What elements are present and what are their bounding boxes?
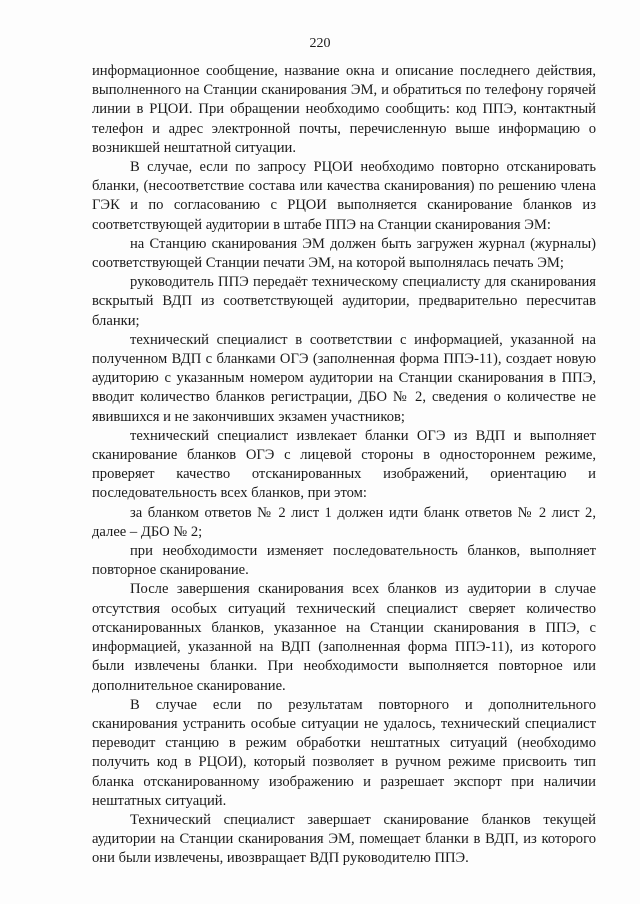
- list-item-reorder: при необходимости изменяет последовательность бланков, выполняет повторное сканирование.: [92, 543, 596, 579]
- list-item-journal: на Станцию сканирования ЭМ должен быть загружен журнал (журналы) соответствующей Станции печати ЭМ, на которой выполнялась печать ЭМ;: [92, 235, 596, 272]
- page-number: 220: [309, 36, 331, 51]
- paragraph-exceptional: В случае если по результатам повторного и дополнительного сканирования устранить особые ситуации не удалось, технический специалист переводит станцию в режим обработки нештатных ситуаций (необходимо получить код в РЦОИ), который позволяет в ручном режиме присвоить тип бланка отсканированному изображению и разрешает экспорт при наличии нештатных ситуаций.: [92, 696, 596, 809]
- document-body: [92, 62, 596, 869]
- paragraph-rescan-intro: В случае, если по запросу РЦОИ необходимо повторно отсканировать бланки, (несоответствие состава или качества сканирования) по решению члена ГЭК и по согласованию с РЦОИ выполняется сканирование бланков из соответствующей аудитории в штабе ППЭ на Станции сканирования ЭМ:: [92, 159, 596, 233]
- list-item-transfer: руководитель ППЭ передаёт техническому специалисту для сканирования вскрытый ВДП из соответствующей аудитории, предварительно пересчитав бланки;: [92, 274, 596, 329]
- paragraph-complete: Технический специалист завершает сканирование бланков текущей аудитории на Станции сканирования ЭМ, помещает бланки в ВДП, из которого они были извлечены, ивозвращает ВДП руководителю ППЭ.: [92, 811, 596, 867]
- list-item-scan: технический специалист извлекает бланки ОГЭ из ВДП и выполняет сканирование бланков ОГЭ с лицевой стороны в одностороннем режиме, проверяет качество отсканированных изображений, ориентацию и последовательность всех бланков, при этом:: [92, 427, 596, 502]
- list-item-create-room: технический специалист в соответствии с информацией, указанной на полученном ВДП с бланками ОГЭ (заполненная форма ППЭ-11), создает новую аудиторию с указанным номером аудитории на Станции сканирования в ППЭ, вводит количество бланков регистрации, ДБО № 2, сведения о количестве не явившихся и не закончивших экзамен участников;: [92, 331, 596, 425]
- list-item-order: за бланком ответов № 2 лист 1 должен идти бланк ответов № 2 лист 2, далее – ДБО № 2;: [92, 504, 596, 540]
- paragraph-continuation: информационное сообщение, название окна и описание последнего действия, выполненного на Станции сканирования ЭМ, и обратиться по телефону горячей линии в РЦОИ. При обращении необходимо сообщить: код ППЭ, контактный телефон и адрес электронной почты, перечисленную выше информацию о возникшей нештатной ситуации.: [92, 63, 596, 156]
- paragraph-after-scan: После завершения сканирования всех бланков из аудитории в случае отсутствия особых ситуаций технический специалист сверяет количество отсканированных бланков, указанное на Станции сканирования в ППЭ, с информацией, указанной на ВДП (заполненная форма ППЭ-11), из которого были извлечены бланки. При необходимости выполняется повторное или дополнительное сканирование.: [92, 581, 596, 694]
